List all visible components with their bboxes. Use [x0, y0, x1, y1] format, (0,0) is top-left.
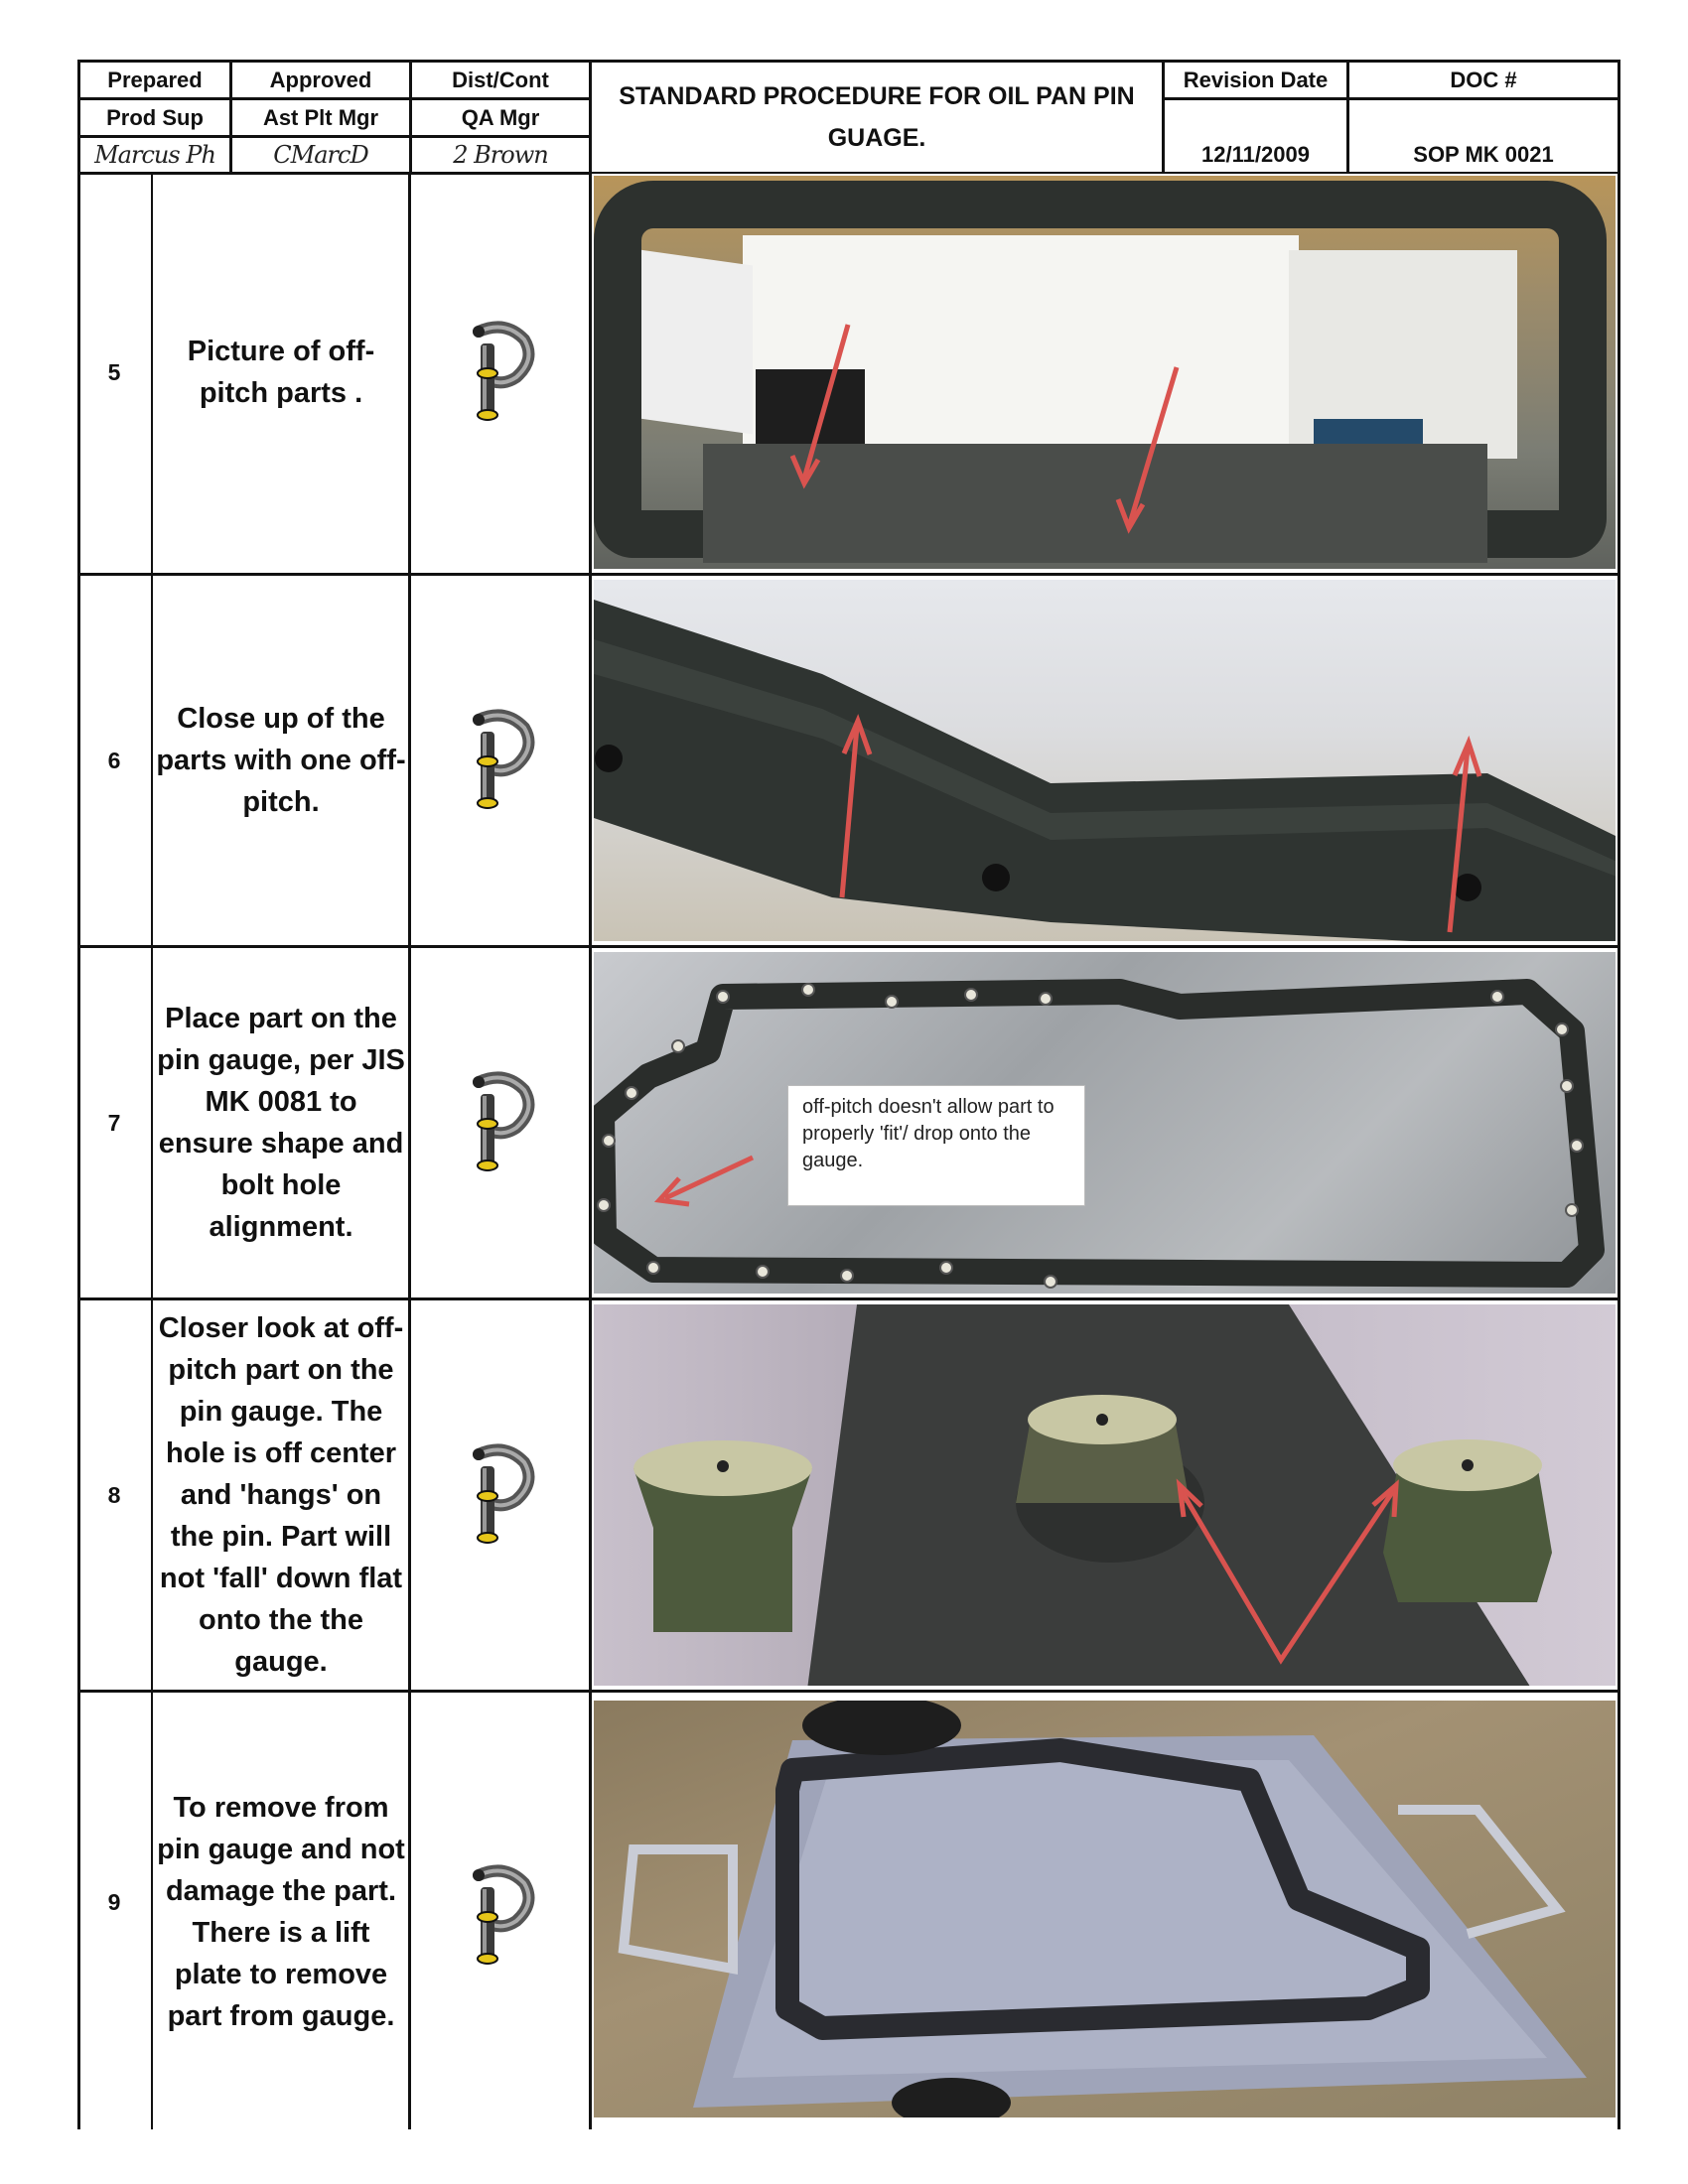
signature-approved: CMarcD [273, 141, 368, 169]
step-row-7 [77, 948, 1620, 1297]
caution-p-symbol-icon [411, 1300, 589, 1690]
step-photo-closer-look [592, 1302, 1618, 1688]
step-row-8 [77, 1300, 1620, 1690]
step-number: 6 [107, 747, 121, 773]
step-photo-pin-gauge [592, 950, 1618, 1296]
caution-p-symbol-icon [411, 576, 589, 945]
step-description: To remove from pin gauge and not damage the part. There is a lift plate to remove part from gauge. [157, 1792, 405, 2032]
role-position-qa-mgr: QA Mgr [461, 104, 540, 130]
caution-p-symbol-icon [411, 948, 589, 1297]
signature-dist-cont: 2 Brown [453, 141, 548, 169]
red-arrows-icon [594, 1304, 1618, 1688]
role-title-dist-cont: Dist/Cont [452, 67, 549, 92]
caution-p-symbol-icon [411, 172, 589, 573]
role-title-approved: Approved [269, 67, 372, 92]
caution-p-symbol-icon [411, 1693, 589, 2129]
step-number: 9 [107, 1889, 121, 1915]
step-description: Close up of the parts with one off-pitch. [156, 703, 406, 818]
doc-number-label: DOC # [1450, 67, 1517, 92]
role-position-ast-plt-mgr: Ast Plt Mgr [262, 104, 379, 130]
step-row-6 [77, 576, 1620, 945]
step-number: 8 [107, 1481, 121, 1508]
step-photo-lift-plate [592, 1699, 1618, 2119]
red-arrow-icon [594, 952, 1618, 1296]
steps-table [77, 172, 1620, 2129]
revision-date-label: Revision Date [1183, 67, 1329, 92]
lift-plate-scene [594, 1701, 1618, 2119]
signature-prepared: Marcus Ph [94, 141, 215, 169]
red-arrows-icon [594, 176, 1618, 571]
step-photo-close-up [592, 578, 1618, 943]
doc-number: SOP MK 0021 [1413, 142, 1554, 167]
step-number: 7 [107, 1109, 121, 1136]
step-row-5 [77, 172, 1620, 573]
document-header [77, 60, 1620, 175]
document-title: STANDARD PROCEDURE FOR OIL PAN PIN GUAGE. [619, 82, 1135, 152]
step-photo-off-pitch-parts [592, 174, 1618, 571]
role-position-prod-sup: Prod Sup [106, 104, 204, 130]
step-description: Picture of off-pitch parts . [187, 336, 375, 409]
step-row-9 [77, 1693, 1620, 2129]
annotation-callout: off-pitch doesn't allow part to properly 'fit'/ drop onto the gauge. [787, 1085, 1085, 1206]
role-title-prepared: Prepared [107, 67, 203, 92]
red-arrows-icon [594, 580, 1618, 943]
revision-date: 12/11/2009 [1201, 142, 1310, 167]
step-description: Place part on the pin gauge, per JIS MK 0081 to ensure shape and bolt hole alignment. [157, 1003, 405, 1243]
step-description: Closer look at off-pitch part on the pin gauge. The hole is off center and 'hangs' on the pin. Part will not 'fall' down flat onto the the gauge. [158, 1312, 404, 1678]
step-number: 5 [107, 358, 121, 385]
